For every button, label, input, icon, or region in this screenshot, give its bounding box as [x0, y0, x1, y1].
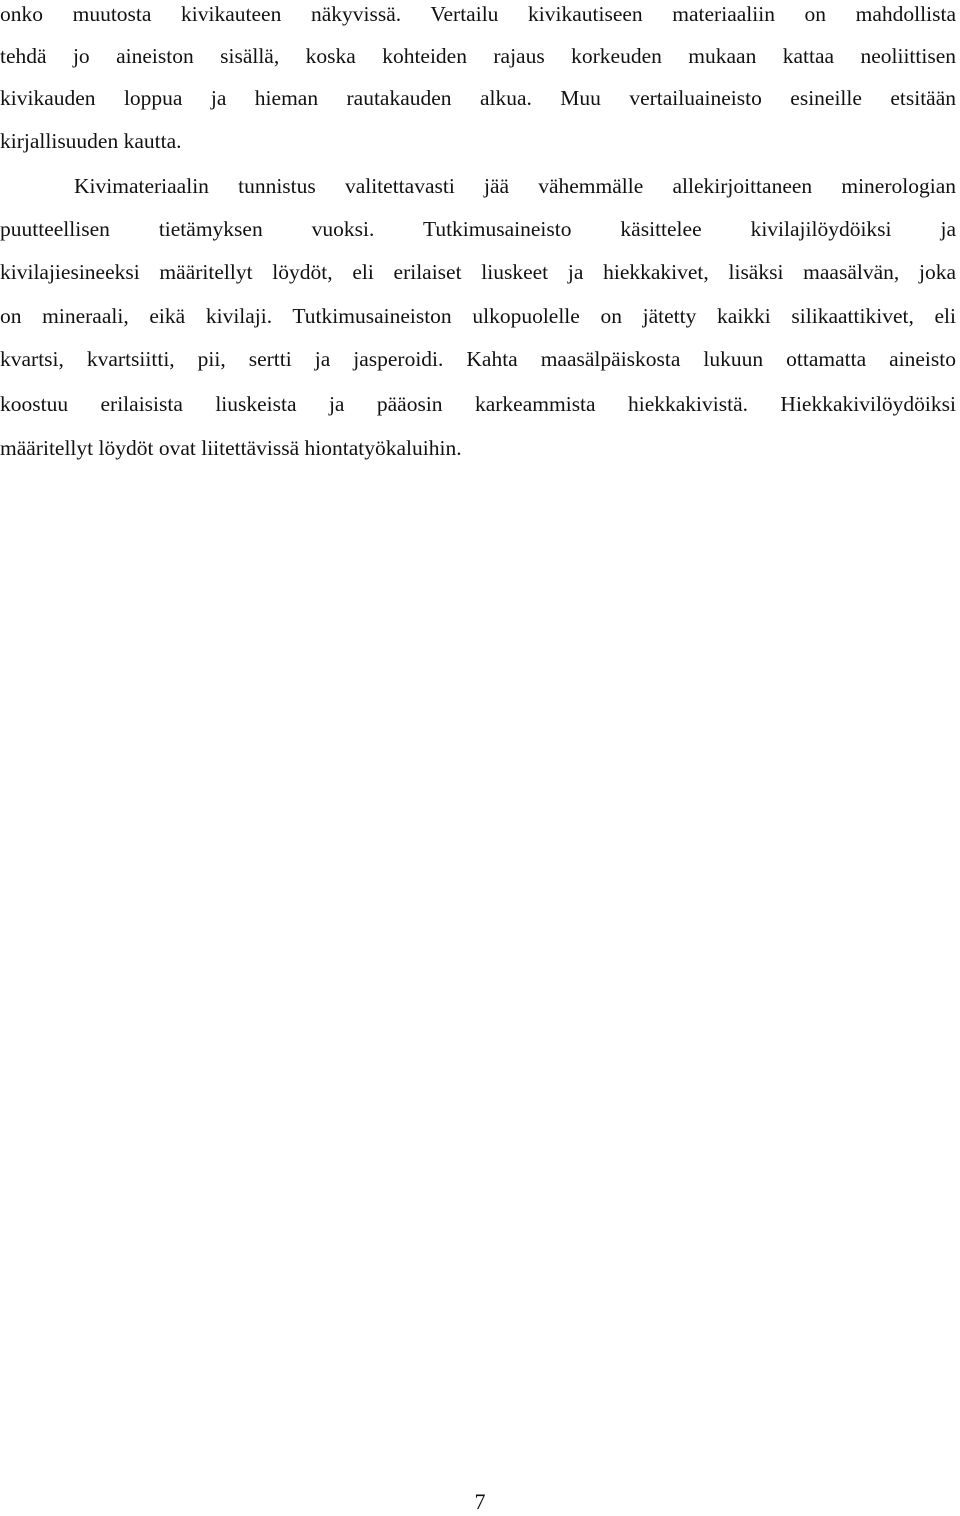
- paragraph-line: onko muutosta kivikauteen näkyvissä. Vertailu kivikautiseen materiaaliin on mahdollista: [0, 2, 956, 26]
- page-number: 7: [474, 1489, 486, 1514]
- paragraph-line: kvartsi, kvartsiitti, pii, sertti ja jasperoidi. Kahta maasälpäiskosta lukuun ottamatta aineisto: [0, 347, 956, 371]
- paragraph-line: määritellyt löydöt ovat liitettävissä hiontatyökaluihin.: [0, 436, 462, 460]
- paragraph-line: kivilajiesineeksi määritellyt löydöt, eli erilaiset liuskeet ja hiekkakivet, lisäksi maasälvän, joka: [0, 260, 956, 284]
- paragraph-line: kivikauden loppua ja hieman rautakauden alkua. Muu vertailuaineisto esineille etsitään: [0, 86, 956, 110]
- paragraph-line: Kivimateriaalin tunnistus valitettavasti jää vähemmälle allekirjoittaneen minerologian: [74, 174, 956, 198]
- paragraph-line: tehdä jo aineiston sisällä, koska kohteiden rajaus korkeuden mukaan kattaa neoliittisen: [0, 44, 956, 68]
- paragraph-line: on mineraali, eikä kivilaji. Tutkimusaineiston ulkopuolelle on jätetty kaikki silikaattikivet, eli: [0, 304, 956, 328]
- paragraph-line: koostuu erilaisista liuskeista ja pääosin karkeammista hiekkakivistä. Hiekkakivilöydöiksi: [0, 392, 956, 416]
- paragraph-line: kirjallisuuden kautta.: [0, 129, 182, 153]
- paragraph-line: puutteellisen tietämyksen vuoksi. Tutkimusaineisto käsittelee kivilajilöydöiksi ja: [0, 217, 956, 241]
